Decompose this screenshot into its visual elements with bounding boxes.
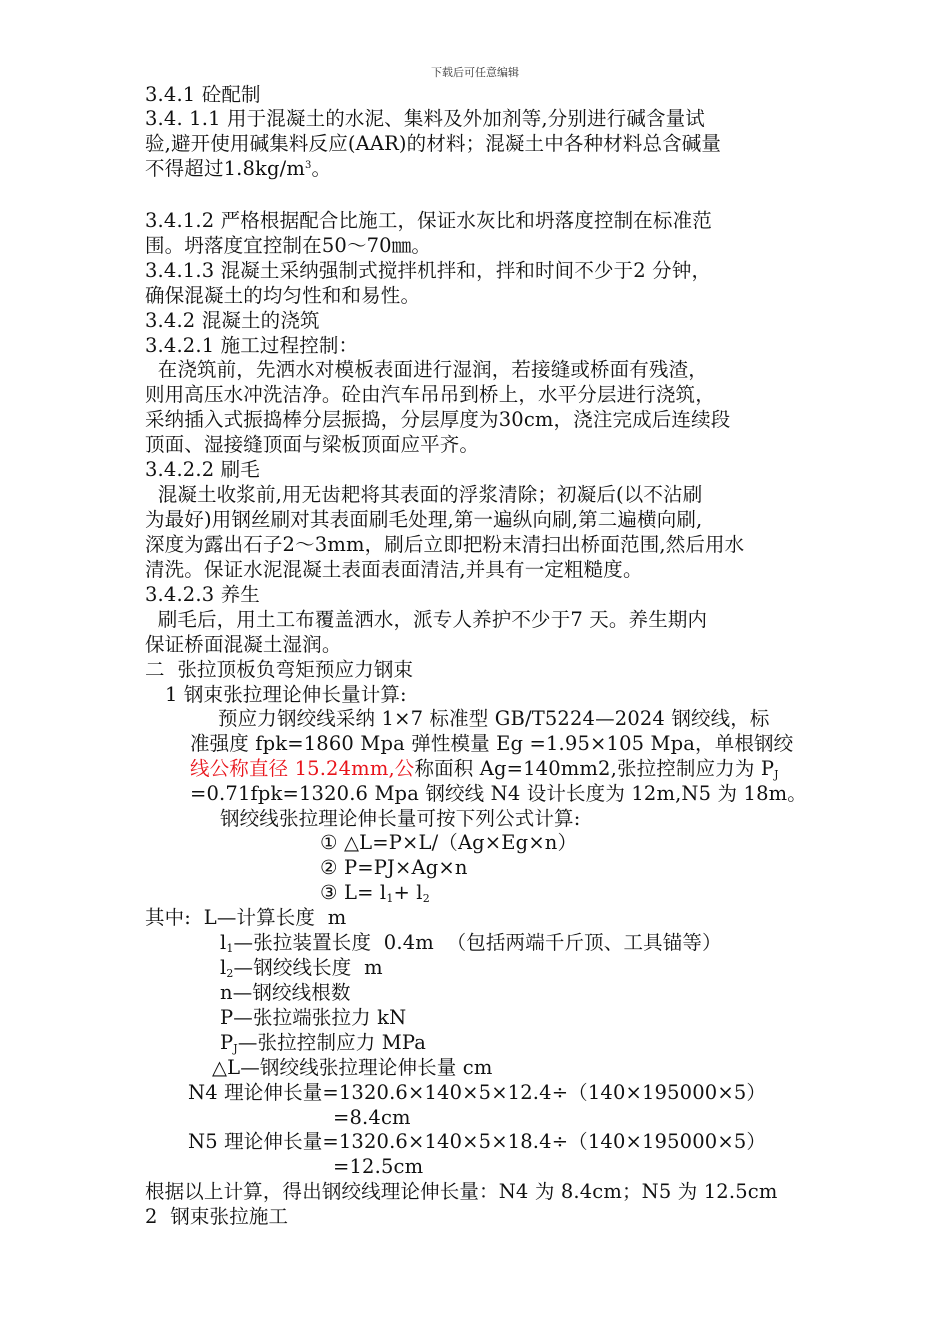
subscript: J <box>774 768 779 781</box>
section-3-4-2-1: 3.4.2.1 施工过程控制： <box>145 334 359 357</box>
para-strand-line2: 准强度 fpk=1860 Mpa 弹性模量 Eg =1.95×105 Mpa，单根钢绞 <box>190 732 794 755</box>
text: l <box>220 956 227 979</box>
where-P: P—张拉端张拉力 kN <box>220 1006 407 1029</box>
para-brushing-line4: 清洗。保证水泥混凝土表面表面清洁,并具有一定粗糙度。 <box>145 558 643 581</box>
text: P <box>220 1031 234 1054</box>
section-3-4-2: 3.4.2 混凝土的浇筑 <box>145 309 320 332</box>
subscript: 2 <box>422 892 430 905</box>
para-3-4-1-3-line2: 确保混凝土的均匀性和和易性。 <box>145 284 421 307</box>
para-3-4-1-2-line1: 3.4.1.2 严格根据配合比施工，保证水灰比和坍落度控制在标准范 <box>145 209 712 232</box>
subsection-2-title: 2 钢束张拉施工 <box>145 1205 289 1228</box>
para-strand-line1: 预应力钢绞线采纳 1×7 标准型 GB/T5224—2024 钢绞线，标 <box>218 707 770 730</box>
para-brushing-line2: 为最好)用钢丝刷对其表面刷毛处理,第一遍纵向刷,第二遍横向刷, <box>145 508 703 531</box>
text: ③ L= l <box>320 881 387 904</box>
para-3-4-1-1-line2: 验,避开使用碱集料反应(AAR)的材料；混凝土中各种材料总含碱量 <box>145 132 722 155</box>
para-pouring-line4: 顶面、湿接缝顶面与梁板顶面应平齐。 <box>145 433 480 456</box>
n4-calc: N4 理论伸长量=1320.6×140×5×12.4÷（140×195000×5） <box>188 1081 767 1104</box>
para-pouring-line1: 在浇筑前，先洒水对模板表面进行湿润，若接缝或桥面有残渣， <box>145 358 708 381</box>
para-brushing-line1: 混凝土收浆前,用无齿耙将其表面的浮浆清除；初凝后(以不沾刷 <box>145 483 703 506</box>
text: 不得超过1.8kg/m <box>145 157 306 180</box>
where-PJ <box>220 1030 900 1055</box>
conclusion: 根据以上计算，得出钢绞线理论伸长量：N4 为 8.4cm；N5 为 12.5cm <box>145 1180 778 1203</box>
n4-result: =8.4cm <box>333 1106 411 1129</box>
text: 。 <box>311 157 332 180</box>
highlighted-text: 线公称直径 15.24mm,公 <box>190 757 415 780</box>
para-3-4-1-2-line2: 围。坍落度宜控制在50～70㎜。 <box>145 234 432 257</box>
text: —张拉控制应力 MPa <box>237 1031 427 1054</box>
para-pouring-line2: 则用高压水冲洗洁净。砼由汽车吊吊到桥上，水平分层进行浇筑， <box>145 383 715 406</box>
subscript: 1 <box>226 942 234 955</box>
formula-2: ② P=PJ×Ag×n <box>320 856 468 879</box>
para-3-4-1-3-line1: 3.4.1.3 混凝土采纳强制式搅拌机拌和，拌和时间不少于2 分钟， <box>145 259 712 282</box>
text: l <box>220 931 227 954</box>
para-curing-line2: 保证桥面混凝土湿润。 <box>145 633 342 656</box>
text: 称面积 Ag=140mm2,张拉控制应力为 P <box>414 757 775 780</box>
section-3-4-2-2: 3.4.2.2 刷毛 <box>145 458 260 481</box>
formula-3 <box>320 880 950 905</box>
para-3-4-1-1-line1: 3.4. 1.1 用于混凝土的水泥、集料及外加剂等,分别进行碱含量试 <box>145 107 705 130</box>
n5-result: =12.5cm <box>333 1155 424 1178</box>
where-deltaL: △L—钢绞线张拉理论伸长量 cm <box>212 1056 493 1079</box>
superscript: 3 <box>305 160 312 171</box>
formula-1: ① △L=P×L/（Ag×Eg×n） <box>320 831 578 854</box>
where-L: 其中: L—计算长度 m <box>145 906 347 929</box>
text: —钢绞线长度 m <box>233 956 383 979</box>
para-pouring-line3: 采纳插入式振捣棒分层振捣，分层厚度为30cm，浇注完成后连续段 <box>145 408 731 431</box>
subsection-1-title: 1 钢束张拉理论伸长量计算: <box>165 683 407 706</box>
subscript: 2 <box>226 967 234 980</box>
section-3-4-1: 3.4.1 砼配制 <box>145 83 261 106</box>
page-header: 下载后可任意编辑 <box>431 66 519 79</box>
section-3-4-2-3: 3.4.2.3 养生 <box>145 583 260 606</box>
para-strand-line3 <box>190 756 820 781</box>
para-curing-line1: 刷毛后，用土工布覆盖洒水，派专人养护不少于7 天。养生期内 <box>145 608 708 631</box>
n5-calc: N5 理论伸长量=1320.6×140×5×18.4÷（140×195000×5） <box>188 1130 767 1153</box>
text: + l <box>393 881 423 904</box>
para-brushing-line3: 深度为露出石子2～3mm，刷后立即把粉末清扫出桥面范围,然后用水 <box>145 533 745 556</box>
subscript: 1 <box>386 892 394 905</box>
text: —张拉装置长度 0.4m （包括两端千斤顶、工具锚等） <box>233 931 722 954</box>
where-l1 <box>220 930 900 955</box>
formula-intro: 钢绞线张拉理论伸长量可按下列公式计算: <box>220 807 581 830</box>
para-strand-line4: =0.71fpk=1320.6 Mpa 钢绞线 N4 设计长度为 12m,N5 为 18m。 <box>190 782 807 805</box>
where-n: n—钢绞线根数 <box>220 981 351 1004</box>
chapter-two-title: 二 张拉顶板负弯矩预应力钢束 <box>145 658 414 681</box>
para-3-4-1-1-line3 <box>145 156 825 181</box>
subscript: J <box>233 1042 238 1055</box>
where-l2 <box>220 955 900 980</box>
